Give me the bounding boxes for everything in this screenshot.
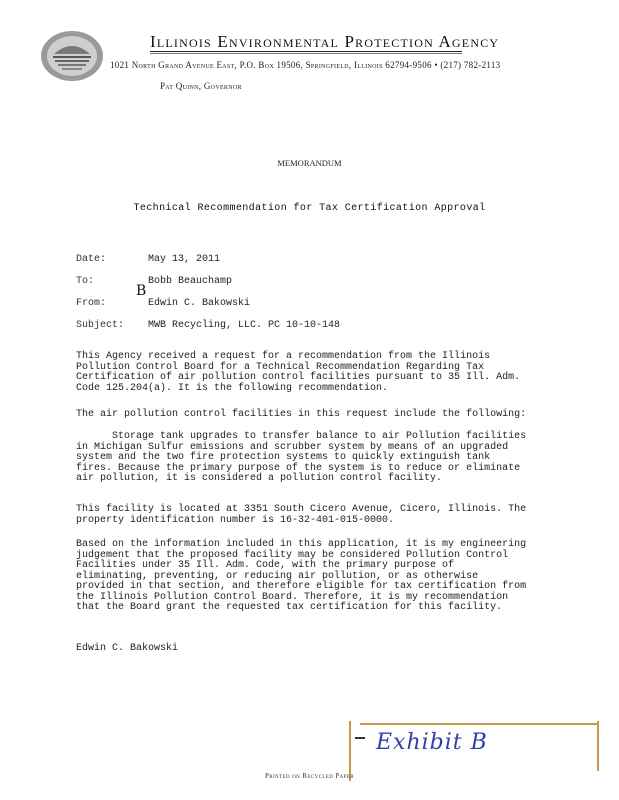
exhibit-label: Exhibit B xyxy=(376,730,488,755)
governor-name: Pat Quinn, Governor xyxy=(160,81,242,91)
memo-title: Technical Recommendation for Tax Certification Approval xyxy=(133,203,486,214)
subject-value: MWB Recycling, LLC. PC 10-10-148 xyxy=(148,320,341,331)
header-rule-secondary xyxy=(150,53,462,54)
agency-name: Illinois Environmental Protection Agency xyxy=(150,32,500,51)
to-label: To: xyxy=(76,276,95,287)
header-rule xyxy=(150,51,462,52)
body-paragraph-4: This facility is located at 3351 South Cicero Avenue, Cicero, Illinois. The property identification number is 16-32-401-015-0000. xyxy=(76,504,527,526)
from-label: From: xyxy=(76,298,107,309)
closing-signature: Edwin C. Bakowski xyxy=(76,643,179,654)
body-paragraph-3: Storage tank upgrades to transfer balance to air Pollution facilities in Michigan Sulfur emissions and scrubber system by means of an upgraded system and the two fire protection systems to quickly extinguish tank fires. Because the primary purpose of the system is to reduce or eliminate air pollution, it is considered a pollution control facility. xyxy=(76,431,527,484)
body-paragraph-2: The air pollution control facilities in this request include the following: xyxy=(76,409,527,420)
agency-address: 1021 North Grand Avenue East, P.O. Box 19506, Springfield, Illinois 62794-9506 • (217) 782-2113 xyxy=(110,60,501,70)
exhibit-stamp-border-right xyxy=(597,721,599,771)
date-label: Date: xyxy=(76,254,107,265)
exhibit-dash xyxy=(355,737,365,739)
body-paragraph-5: Based on the information included in this application, it is my engineering judgement that the proposed facility may be considered Pollution Control Facilities under 35 Ill. Adm. Code, with the primary purpose of eliminating, preventing, or reducing air pollution, or as otherwise provided in that section, and therefore eligible for tax certification from the Illinois Pollution Control Board. Therefore, it is my recommendation that the Board grant the requested tax certification for this facility. xyxy=(76,539,527,613)
exhibit-stamp-border-top xyxy=(360,723,598,725)
date-value: May 13, 2011 xyxy=(148,254,221,265)
to-value: Bobb Beauchamp xyxy=(148,276,233,287)
signature-initial: B xyxy=(136,283,147,299)
agency-seal-icon xyxy=(40,30,104,82)
from-value: Edwin C. Bakowski xyxy=(148,298,251,309)
subject-label: Subject: xyxy=(76,320,125,331)
body-paragraph-1: This Agency received a request for a recommendation from the Illinois Pollution Control Board for a Technical Recommendation Regarding Tax Certification of air pollution control facilities pursuant to 35 Ill. Adm. Code 125.204(a). It is the following recommendation. xyxy=(76,351,521,394)
memo-heading: MEMORANDUM xyxy=(277,158,342,168)
footer-recycled-note: Printed on Recycled Paper xyxy=(264,772,355,780)
